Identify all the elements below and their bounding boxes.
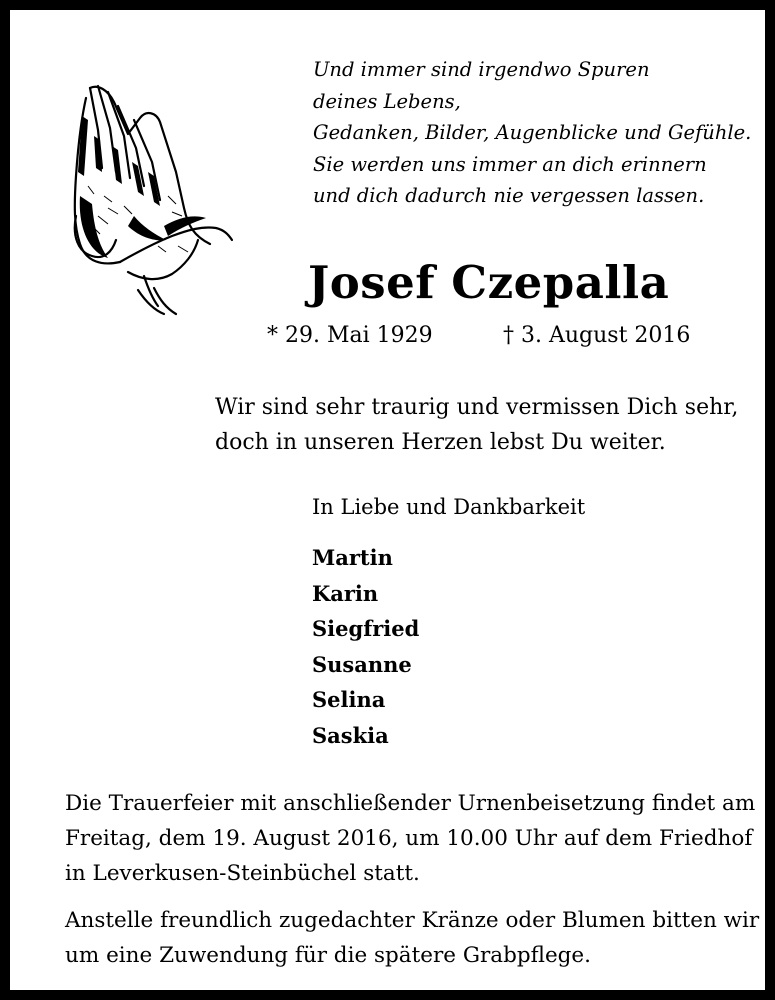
mourner-name: Susanne xyxy=(312,651,412,677)
praying-hands-icon xyxy=(68,76,233,316)
mourner-name: Selina xyxy=(312,687,386,712)
deceased-name: Josef Czepalla xyxy=(308,256,670,309)
mourner-name: Saskia xyxy=(312,722,389,748)
funeral-line: in Leverkusen-Steinbüchel statt. xyxy=(65,861,420,886)
funeral-info xyxy=(65,786,756,891)
poem-line: deines Lebens, xyxy=(313,89,461,113)
poem xyxy=(313,54,751,212)
message xyxy=(215,390,739,460)
poem-line: Gedanken, Bilder, Augenblicke und Gefühle. xyxy=(313,121,752,144)
birth-date: * 29. Mai 1929 xyxy=(267,323,433,348)
mourner-name: Karin xyxy=(312,580,379,606)
mourner-name: Siegfried xyxy=(312,616,420,641)
donation-request xyxy=(65,903,760,973)
poem-line: Und immer sind irgendwo Spuren xyxy=(313,58,650,81)
mourner-list xyxy=(312,540,419,753)
death-date: † 3. August 2016 xyxy=(503,323,691,348)
request-line: Anstelle freundlich zugedachter Kränze oder Blumen bitten wir xyxy=(65,908,760,933)
mourner-name: Martin xyxy=(312,545,393,570)
request-line: um eine Zuwendung für die spätere Grabpflege. xyxy=(65,943,591,968)
closing-phrase: In Liebe und Dankbarkeit xyxy=(312,495,586,519)
poem-line: und dich dadurch nie vergessen lassen. xyxy=(313,184,705,207)
message-line: doch in unseren Herzen lebst Du weiter. xyxy=(215,430,666,455)
funeral-line: Freitag, dem 19. August 2016, um 10.00 Uhr auf dem Friedhof xyxy=(65,826,753,851)
message-line: Wir sind sehr traurig und vermissen Dich sehr, xyxy=(215,395,739,420)
funeral-line: Die Trauerfeier mit anschließender Urnenbeisetzung findet am xyxy=(65,791,756,816)
poem-line: Sie werden uns immer an dich erinnern xyxy=(313,152,707,176)
